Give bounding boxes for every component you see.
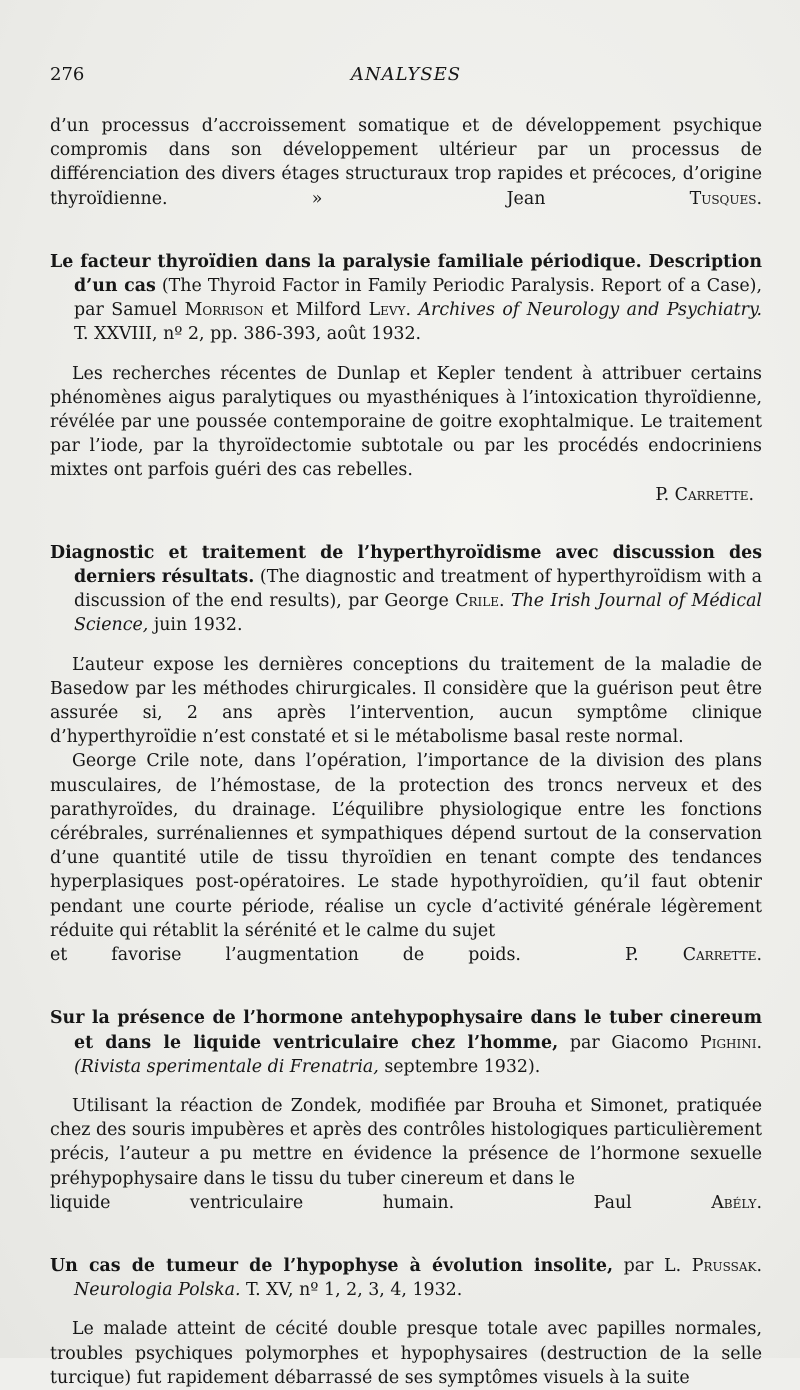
article-4-journal: Neurologia Polska. [74,1280,241,1301]
article-2-title: Diagnostic et traitement de l’hyperthyroïdisme avec discussion des derniers résultats. [50,542,762,588]
article-3-title: Sur la présence de l’hormone antehypophysaire dans le tuber cinereum et dans le liquide ventriculaire chez l’homme, [50,1008,762,1053]
article-1-reference: Le facteur thyroïdien dans la paralysie familiale périodique. Description d’un cas (The Thyroid Factor in Family Periodic Paralysis. Report of a Case), par Samuel Morrison et Milford Levy. Archives of Neurology and Psychiatry. T. XXVIII, nº 2, pp. 386-393, août 1932. [50,251,763,345]
intro-text: d’un processus d’accroissement somatique et de développement psychique compromis dans son développement ultérieur par un processus de différenciation des divers étages structuraux trop rapides et précoces, d’origine thyroïdienne. » [50,116,762,209]
article-3-reference: Sur la présence de l’hormone antehypophysaire dans le tuber cinereum et dans le liquide ventriculaire chez l’homme, par Giacomo Pighini. (Rivista sperimentale di Frenatria, septembre 1932). [50,1008,763,1077]
article-2-english-title: (The diagnostic and treatment of hyperthyroïdism with a discussion of the end results), [74,567,763,612]
article-4-reference: Un cas de tumeur de l’hypophyse à évolution insolite, par L. Prussak. Neurologia Polska. T. XV, nº 1, 2, 3, 4, 1932. [50,1255,762,1301]
article-1-english-title: (The Thyroid Factor in Family Periodic Paralysis. Report of a Case), [161,276,762,297]
article-3-details: septembre 1932). [384,1056,541,1077]
article-1-body: Les recherches récentes de Dunlap et Kepler tendent à attribuer certains phénomènes aigus paralytiques ou myasthéniques à l’intoxication thyroïdienne, révélée par une poussée contemporaine de goitre exophtalmique. Le traitement par l’iode, par la thyroïdectomie subtotale ou par les procédés endocriniens mixtes ont parfois guéri des cas rebelles. [50,363,762,481]
article-2-details: juin 1932. [153,615,243,636]
article-3-author-1: Pighini. [700,1032,763,1053]
article-4-body: Le malade atteint de cécité double presque totale avec papilles normales, troubles psychiques polymorphes et hypophysaires (destruction de la selle turcique) fut rapidement débarrassé de ses symptômes visuels à la suite [50,1319,762,1388]
article-1-title: Le facteur thyroïdien dans la paralysie familiale périodique. Description d’un cas [50,251,762,297]
article-2-journal: The Irish Journal of Médical Science, [74,591,762,636]
article-2-reference: Diagnostic et traitement de l’hyperthyroïdisme avec discussion des derniers résultats. (The diagnostic and treatment of hyperthyroïdism with a discussion of the end results), par George Crile. The Irish Journal of Médical Science, juin 1932. [50,542,763,636]
article-3-body: Utilisant la réaction de Zondek, modifiée par Brouha et Simonet, pratiquée chez des souris impubères et après des contrôles histologiques particulièrement précis, l’auteur a pu mettre en évidence la présence de l’hormone sexuelle préhypophysaire dans le tissu du tuber cinereum et dans le [50,1095,762,1189]
article-3-signature: Paul Abély. [593,1192,762,1213]
article-3-journal: (Rivista sperimentale di Frenatria, [74,1056,379,1077]
article-2-signature: P. Carrette. [624,945,763,966]
intro-paragraph [50,114,762,211]
running-head [50,64,762,90]
article-1-journal: Archives of Neurology and Psychiatry. [418,300,763,321]
article-1-author-1: Morrison [184,300,264,321]
article-4-title: Un cas de tumeur de l’hypophyse à évolution insolite, [50,1255,614,1276]
article-1-signature: P. Carrette. [655,484,754,505]
article-4-details: T. XV, nº 1, 2, 3, 4, 1932. [246,1280,463,1301]
page-content [50,114,762,1390]
article-1-details: T. XXVIII, nº 2, pp. 386-393, août 1932. [74,324,422,345]
article-2-author-1: Crile. [455,591,505,612]
article-2-body-2: George Crile note, dans l’opération, l’importance de la division des plans musculaires, de l’hémostase, de la protection des troncs nerveux et des parathyroïdes, du drainage. L’équilibre physiologique entre les fonctions cérébrales, surrénaliennes et sympathiques dépend surtout de la conservation d’une quantité utile de tissu thyroïdien en tenant compte des tendances hyperplasiques post-opératoires. Le stade hypothyroïdien, qu’il faut obtenir pendant une courte période, réalise un cycle d’activité générale légèrement réduite qui rétablit la sérénité et le calme du sujet [50,751,762,941]
running-title: ANALYSES [350,64,462,85]
article-4-author-1: Prussak. [691,1255,762,1276]
intro-signature: Jean Tusques. [506,188,763,209]
page-number: 276 [50,64,85,85]
article-2-body-1: L’auteur expose les dernières conceptions du traitement de la maladie de Basedow par les méthodes chirurgicales. Il considère que la guérison peut être assurée si, 2 ans après l’intervention, aucun symptôme clinique d’hyperthyroïdie n’est constaté et si le métabolisme basal reste normal. [50,654,762,748]
article-2-closing-line: et favorise l’augmentation de poids. P. Carrette. [50,945,763,966]
article-3-closing-line: liquide ventriculaire humain. Paul Abély. [50,1192,762,1213]
article-1-author-2: Levy. [368,300,411,321]
